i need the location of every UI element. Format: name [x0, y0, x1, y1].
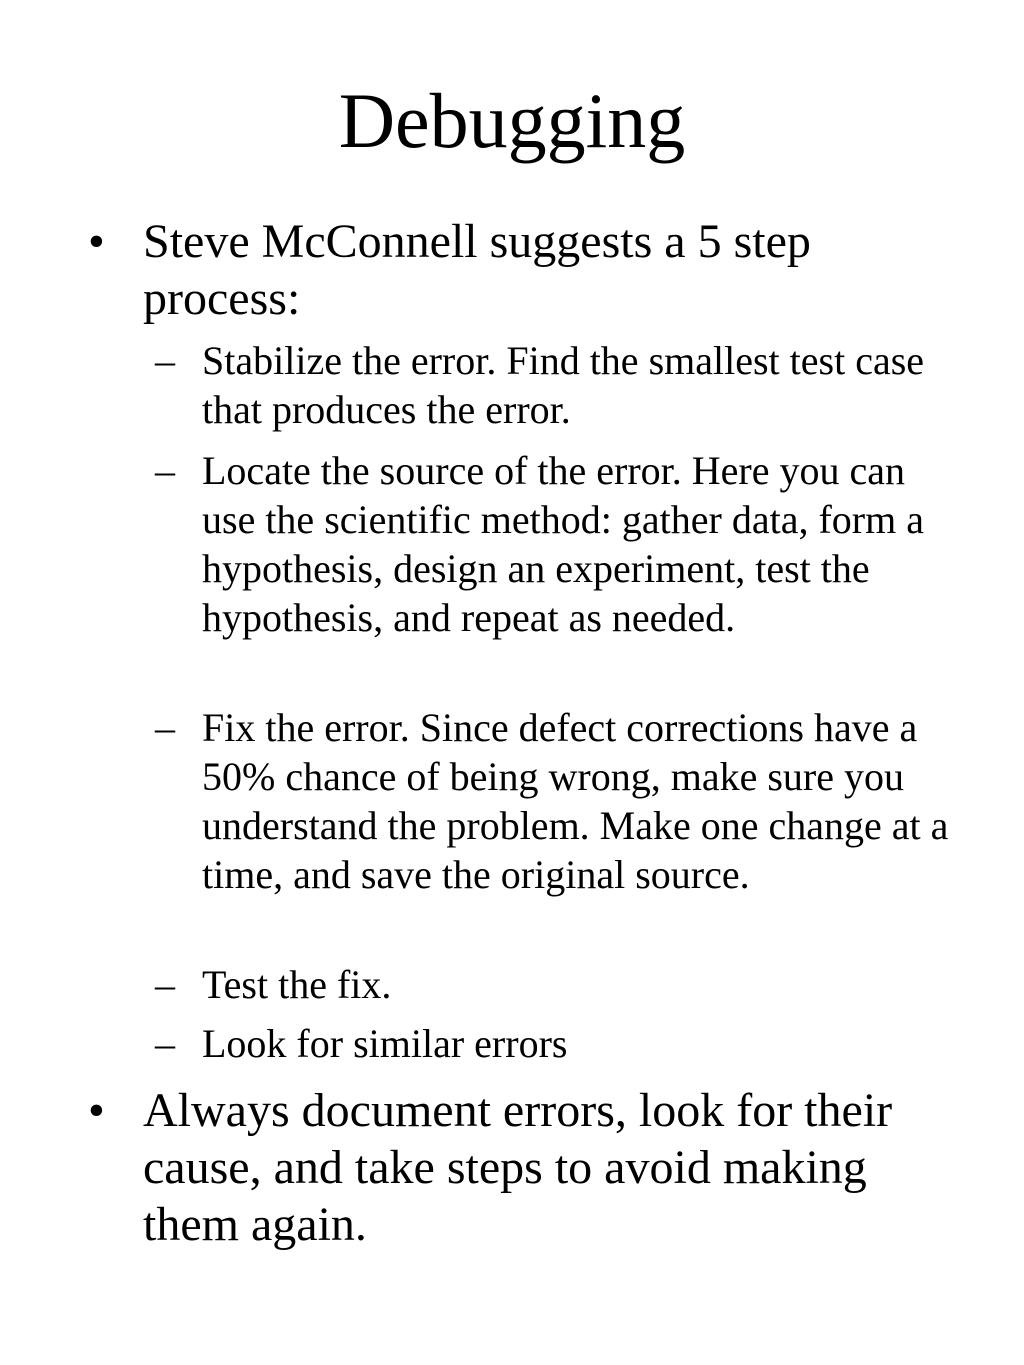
sub-bullet-text: Locate the source of the error. Here you can use the scientific method: gather data, form a hypothesis, design an experiment, test the hypothesis, and repeat as needed. — [202, 448, 924, 640]
slide-title: Debugging — [338, 77, 686, 164]
sub-bullet-marker: – — [155, 705, 175, 750]
sub-bullet-text: Look for similar errors — [202, 1021, 568, 1066]
bullet-text: Always document errors, look for their cause, and take steps to avoid making them again. — [143, 1084, 893, 1251]
bullet-text: Steve McConnell suggests a 5 step process: — [143, 215, 811, 325]
sub-bullet-marker: – — [155, 338, 175, 383]
sub-bullet-text: Test the fix. — [202, 962, 392, 1007]
sub-bullet-marker: – — [155, 448, 175, 493]
bullet-marker: • — [88, 1084, 105, 1137]
sub-bullet-text: Fix the error. Since defect corrections have a 50% chance of being wrong, make sure you understand the problem. Make one change at a time, and save the original source. — [202, 705, 949, 897]
sub-bullet-text: Stabilize the error. Find the smallest test case that produces the error. — [202, 338, 925, 432]
bullet-marker: • — [88, 215, 105, 268]
sub-bullet-marker: – — [155, 962, 175, 1007]
sub-bullet-marker: – — [155, 1021, 175, 1066]
